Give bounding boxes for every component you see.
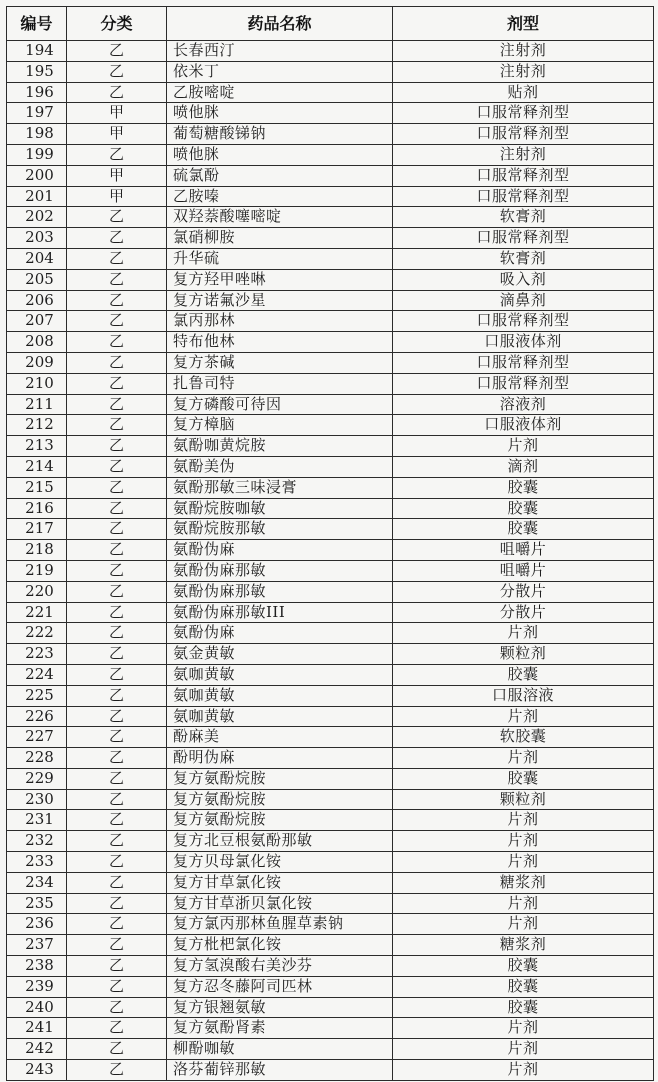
table-row <box>7 228 654 249</box>
cell-dosage-form: 口服常释剂型 <box>393 353 654 374</box>
table-row <box>7 374 654 395</box>
table-row <box>7 873 654 894</box>
cell-drug-name: 氨酚伪麻 <box>167 623 393 644</box>
cell-category: 甲 <box>67 166 167 187</box>
table-row <box>7 519 654 540</box>
cell-dosage-form: 片剂 <box>393 707 654 728</box>
cell-id: 212 <box>7 415 67 436</box>
cell-category: 乙 <box>67 935 167 956</box>
table-row <box>7 727 654 748</box>
cell-id: 224 <box>7 665 67 686</box>
table-row <box>7 207 654 228</box>
cell-drug-name: 酚明伪麻 <box>167 748 393 769</box>
cell-drug-name: 乙胺嗪 <box>167 187 393 208</box>
cell-category: 乙 <box>67 415 167 436</box>
cell-id: 225 <box>7 686 67 707</box>
table-row <box>7 769 654 790</box>
cell-drug-name: 氨酚伪麻那敏 <box>167 561 393 582</box>
cell-drug-name: 复方樟脑 <box>167 415 393 436</box>
cell-category: 乙 <box>67 582 167 603</box>
table-body <box>7 41 654 1081</box>
table-row <box>7 894 654 915</box>
cell-category: 乙 <box>67 145 167 166</box>
table-row <box>7 395 654 416</box>
cell-dosage-form: 吸入剂 <box>393 270 654 291</box>
cell-id: 202 <box>7 207 67 228</box>
cell-category: 乙 <box>67 519 167 540</box>
cell-id: 240 <box>7 998 67 1019</box>
cell-dosage-form: 口服常释剂型 <box>393 311 654 332</box>
cell-drug-name: 双羟萘酸噻嘧啶 <box>167 207 393 228</box>
cell-drug-name: 氨酚那敏三味浸膏 <box>167 478 393 499</box>
table-row <box>7 540 654 561</box>
cell-category: 乙 <box>67 83 167 104</box>
table-row <box>7 415 654 436</box>
cell-id: 199 <box>7 145 67 166</box>
cell-id: 203 <box>7 228 67 249</box>
cell-drug-name: 复方贝母氯化铵 <box>167 852 393 873</box>
cell-drug-name: 氨酚咖黄烷胺 <box>167 436 393 457</box>
cell-category: 甲 <box>67 187 167 208</box>
cell-drug-name: 复方诺氟沙星 <box>167 291 393 312</box>
cell-category: 乙 <box>67 852 167 873</box>
cell-id: 195 <box>7 62 67 83</box>
cell-id: 241 <box>7 1018 67 1039</box>
table-row <box>7 603 654 624</box>
cell-dosage-form: 软膏剂 <box>393 249 654 270</box>
cell-drug-name: 氨酚美伪 <box>167 457 393 478</box>
cell-id: 236 <box>7 914 67 935</box>
cell-category: 乙 <box>67 436 167 457</box>
cell-id: 196 <box>7 83 67 104</box>
cell-id: 232 <box>7 831 67 852</box>
cell-category: 乙 <box>67 769 167 790</box>
cell-category: 乙 <box>67 623 167 644</box>
table-row <box>7 62 654 83</box>
cell-id: 234 <box>7 873 67 894</box>
cell-drug-name: 氨酚烷胺咖敏 <box>167 499 393 520</box>
cell-dosage-form: 贴剂 <box>393 83 654 104</box>
table-header-row <box>7 7 654 41</box>
table-row <box>7 748 654 769</box>
cell-category: 乙 <box>67 1018 167 1039</box>
cell-dosage-form: 口服液体剂 <box>393 332 654 353</box>
table-row <box>7 707 654 728</box>
cell-dosage-form: 糖浆剂 <box>393 935 654 956</box>
cell-dosage-form: 咀嚼片 <box>393 561 654 582</box>
cell-id: 231 <box>7 810 67 831</box>
cell-dosage-form: 片剂 <box>393 1039 654 1060</box>
cell-dosage-form: 片剂 <box>393 894 654 915</box>
cell-category: 乙 <box>67 914 167 935</box>
cell-id: 206 <box>7 291 67 312</box>
cell-dosage-form: 胶囊 <box>393 769 654 790</box>
table-row <box>7 499 654 520</box>
cell-dosage-form: 滴剂 <box>393 457 654 478</box>
cell-dosage-form: 片剂 <box>393 748 654 769</box>
cell-id: 237 <box>7 935 67 956</box>
table-row <box>7 124 654 145</box>
cell-dosage-form: 片剂 <box>393 623 654 644</box>
cell-drug-name: 复方氨酚烷胺 <box>167 810 393 831</box>
table-row <box>7 332 654 353</box>
cell-id: 213 <box>7 436 67 457</box>
cell-dosage-form: 注射剂 <box>393 41 654 62</box>
cell-drug-name: 复方磷酸可待因 <box>167 395 393 416</box>
table-row <box>7 41 654 62</box>
cell-dosage-form: 溶液剂 <box>393 395 654 416</box>
cell-id: 214 <box>7 457 67 478</box>
cell-category: 乙 <box>67 727 167 748</box>
cell-category: 乙 <box>67 810 167 831</box>
cell-drug-name: 氨酚伪麻 <box>167 540 393 561</box>
cell-category: 乙 <box>67 270 167 291</box>
table-row <box>7 935 654 956</box>
cell-id: 210 <box>7 374 67 395</box>
table-row <box>7 353 654 374</box>
cell-drug-name: 复方忍冬藤阿司匹林 <box>167 977 393 998</box>
table-row <box>7 914 654 935</box>
table-row <box>7 665 654 686</box>
table-row <box>7 1060 654 1081</box>
cell-dosage-form: 分散片 <box>393 603 654 624</box>
cell-category: 乙 <box>67 644 167 665</box>
cell-category: 乙 <box>67 249 167 270</box>
cell-drug-name: 氨酚伪麻那敏III <box>167 603 393 624</box>
cell-drug-name: 扎鲁司特 <box>167 374 393 395</box>
cell-dosage-form: 片剂 <box>393 436 654 457</box>
cell-id: 229 <box>7 769 67 790</box>
table-row <box>7 686 654 707</box>
cell-id: 204 <box>7 249 67 270</box>
cell-id: 216 <box>7 499 67 520</box>
cell-category: 甲 <box>67 103 167 124</box>
cell-drug-name: 洛芬葡锌那敏 <box>167 1060 393 1081</box>
cell-category: 乙 <box>67 831 167 852</box>
cell-drug-name: 复方甘草氯化铵 <box>167 873 393 894</box>
table-row <box>7 187 654 208</box>
table-row <box>7 270 654 291</box>
cell-drug-name: 柳酚咖敏 <box>167 1039 393 1060</box>
cell-dosage-form: 片剂 <box>393 831 654 852</box>
cell-id: 194 <box>7 41 67 62</box>
cell-id: 235 <box>7 894 67 915</box>
cell-id: 221 <box>7 603 67 624</box>
cell-category: 乙 <box>67 748 167 769</box>
cell-drug-name: 葡萄糖酸锑钠 <box>167 124 393 145</box>
cell-drug-name: 特布他林 <box>167 332 393 353</box>
cell-drug-name: 氨酚烷胺那敏 <box>167 519 393 540</box>
cell-drug-name: 复方北豆根氨酚那敏 <box>167 831 393 852</box>
cell-drug-name: 硫氯酚 <box>167 166 393 187</box>
cell-dosage-form: 片剂 <box>393 852 654 873</box>
cell-id: 223 <box>7 644 67 665</box>
cell-dosage-form: 片剂 <box>393 1018 654 1039</box>
cell-drug-name: 乙胺嘧啶 <box>167 83 393 104</box>
cell-drug-name: 氯硝柳胺 <box>167 228 393 249</box>
cell-id: 243 <box>7 1060 67 1081</box>
table-row <box>7 956 654 977</box>
cell-id: 198 <box>7 124 67 145</box>
cell-drug-name: 复方氨酚烷胺 <box>167 790 393 811</box>
cell-dosage-form: 胶囊 <box>393 998 654 1019</box>
cell-drug-name: 氨咖黄敏 <box>167 707 393 728</box>
cell-dosage-form: 咀嚼片 <box>393 540 654 561</box>
header-id: 编号 <box>7 7 67 41</box>
cell-category: 乙 <box>67 894 167 915</box>
cell-category: 乙 <box>67 374 167 395</box>
cell-id: 228 <box>7 748 67 769</box>
cell-dosage-form: 胶囊 <box>393 519 654 540</box>
cell-drug-name: 氨咖黄敏 <box>167 686 393 707</box>
cell-dosage-form: 片剂 <box>393 810 654 831</box>
cell-dosage-form: 口服常释剂型 <box>393 374 654 395</box>
cell-category: 乙 <box>67 665 167 686</box>
cell-id: 222 <box>7 623 67 644</box>
header-category: 分类 <box>67 7 167 41</box>
cell-drug-name: 长春西汀 <box>167 41 393 62</box>
header-drug-name: 药品名称 <box>167 7 393 41</box>
cell-id: 207 <box>7 311 67 332</box>
cell-drug-name: 喷他脒 <box>167 103 393 124</box>
cell-category: 乙 <box>67 956 167 977</box>
cell-category: 乙 <box>67 1060 167 1081</box>
cell-dosage-form: 片剂 <box>393 1060 654 1081</box>
cell-id: 218 <box>7 540 67 561</box>
cell-drug-name: 氯丙那林 <box>167 311 393 332</box>
cell-dosage-form: 口服溶液 <box>393 686 654 707</box>
cell-id: 230 <box>7 790 67 811</box>
table-row <box>7 810 654 831</box>
cell-dosage-form: 注射剂 <box>393 62 654 83</box>
table-row <box>7 103 654 124</box>
cell-category: 乙 <box>67 311 167 332</box>
table-row <box>7 1039 654 1060</box>
cell-id: 217 <box>7 519 67 540</box>
cell-category: 乙 <box>67 540 167 561</box>
cell-dosage-form: 口服液体剂 <box>393 415 654 436</box>
cell-drug-name: 复方银翘氨敏 <box>167 998 393 1019</box>
cell-id: 200 <box>7 166 67 187</box>
cell-id: 201 <box>7 187 67 208</box>
table-row <box>7 311 654 332</box>
table-row <box>7 166 654 187</box>
table-row <box>7 790 654 811</box>
cell-dosage-form: 糖浆剂 <box>393 873 654 894</box>
cell-drug-name: 升华硫 <box>167 249 393 270</box>
cell-id: 205 <box>7 270 67 291</box>
cell-dosage-form: 胶囊 <box>393 478 654 499</box>
cell-id: 238 <box>7 956 67 977</box>
cell-dosage-form: 软膏剂 <box>393 207 654 228</box>
cell-category: 乙 <box>67 457 167 478</box>
cell-drug-name: 氨金黄敏 <box>167 644 393 665</box>
cell-drug-name: 复方枇杷氯化铵 <box>167 935 393 956</box>
table-row <box>7 977 654 998</box>
table-row <box>7 582 654 603</box>
table-row <box>7 83 654 104</box>
cell-category: 乙 <box>67 998 167 1019</box>
cell-category: 乙 <box>67 228 167 249</box>
header-dosage-form: 剂型 <box>393 7 654 41</box>
cell-dosage-form: 片剂 <box>393 914 654 935</box>
cell-dosage-form: 颗粒剂 <box>393 644 654 665</box>
cell-drug-name: 氨咖黄敏 <box>167 665 393 686</box>
drug-table <box>6 6 654 1081</box>
cell-dosage-form: 注射剂 <box>393 145 654 166</box>
cell-id: 242 <box>7 1039 67 1060</box>
cell-dosage-form: 软胶囊 <box>393 727 654 748</box>
cell-id: 239 <box>7 977 67 998</box>
cell-category: 乙 <box>67 873 167 894</box>
cell-category: 乙 <box>67 478 167 499</box>
cell-category: 乙 <box>67 561 167 582</box>
cell-dosage-form: 口服常释剂型 <box>393 166 654 187</box>
cell-drug-name: 依米丁 <box>167 62 393 83</box>
cell-category: 乙 <box>67 603 167 624</box>
cell-category: 乙 <box>67 332 167 353</box>
cell-id: 226 <box>7 707 67 728</box>
cell-id: 209 <box>7 353 67 374</box>
table-row <box>7 644 654 665</box>
cell-category: 乙 <box>67 41 167 62</box>
cell-category: 乙 <box>67 1039 167 1060</box>
cell-dosage-form: 口服常释剂型 <box>393 124 654 145</box>
cell-category: 甲 <box>67 124 167 145</box>
table-row <box>7 291 654 312</box>
cell-category: 乙 <box>67 707 167 728</box>
cell-category: 乙 <box>67 291 167 312</box>
cell-id: 233 <box>7 852 67 873</box>
table-row <box>7 478 654 499</box>
cell-dosage-form: 颗粒剂 <box>393 790 654 811</box>
cell-id: 215 <box>7 478 67 499</box>
cell-dosage-form: 胶囊 <box>393 956 654 977</box>
cell-id: 227 <box>7 727 67 748</box>
cell-category: 乙 <box>67 499 167 520</box>
cell-drug-name: 酚麻美 <box>167 727 393 748</box>
cell-id: 208 <box>7 332 67 353</box>
cell-dosage-form: 口服常释剂型 <box>393 228 654 249</box>
cell-dosage-form: 口服常释剂型 <box>393 187 654 208</box>
cell-drug-name: 复方氨酚肾素 <box>167 1018 393 1039</box>
cell-category: 乙 <box>67 353 167 374</box>
cell-drug-name: 复方氨酚烷胺 <box>167 769 393 790</box>
cell-category: 乙 <box>67 977 167 998</box>
table-row <box>7 457 654 478</box>
cell-category: 乙 <box>67 395 167 416</box>
cell-dosage-form: 胶囊 <box>393 499 654 520</box>
cell-dosage-form: 分散片 <box>393 582 654 603</box>
cell-drug-name: 氨酚伪麻那敏 <box>167 582 393 603</box>
cell-id: 220 <box>7 582 67 603</box>
table-row <box>7 145 654 166</box>
table-row <box>7 831 654 852</box>
cell-drug-name: 复方茶碱 <box>167 353 393 374</box>
table-row <box>7 561 654 582</box>
cell-dosage-form: 胶囊 <box>393 977 654 998</box>
cell-id: 197 <box>7 103 67 124</box>
cell-id: 219 <box>7 561 67 582</box>
cell-category: 乙 <box>67 790 167 811</box>
cell-category: 乙 <box>67 686 167 707</box>
table-row <box>7 623 654 644</box>
cell-id: 211 <box>7 395 67 416</box>
cell-drug-name: 复方羟甲唑啉 <box>167 270 393 291</box>
cell-category: 乙 <box>67 62 167 83</box>
table-row <box>7 998 654 1019</box>
cell-dosage-form: 滴鼻剂 <box>393 291 654 312</box>
cell-drug-name: 复方氯丙那林鱼腥草素钠 <box>167 914 393 935</box>
cell-drug-name: 复方甘草浙贝氯化铵 <box>167 894 393 915</box>
cell-dosage-form: 口服常释剂型 <box>393 103 654 124</box>
cell-drug-name: 复方氢溴酸右美沙芬 <box>167 956 393 977</box>
table-row <box>7 249 654 270</box>
table-row <box>7 1018 654 1039</box>
table-row <box>7 852 654 873</box>
cell-drug-name: 喷他脒 <box>167 145 393 166</box>
cell-dosage-form: 胶囊 <box>393 665 654 686</box>
table-row <box>7 436 654 457</box>
cell-category: 乙 <box>67 207 167 228</box>
